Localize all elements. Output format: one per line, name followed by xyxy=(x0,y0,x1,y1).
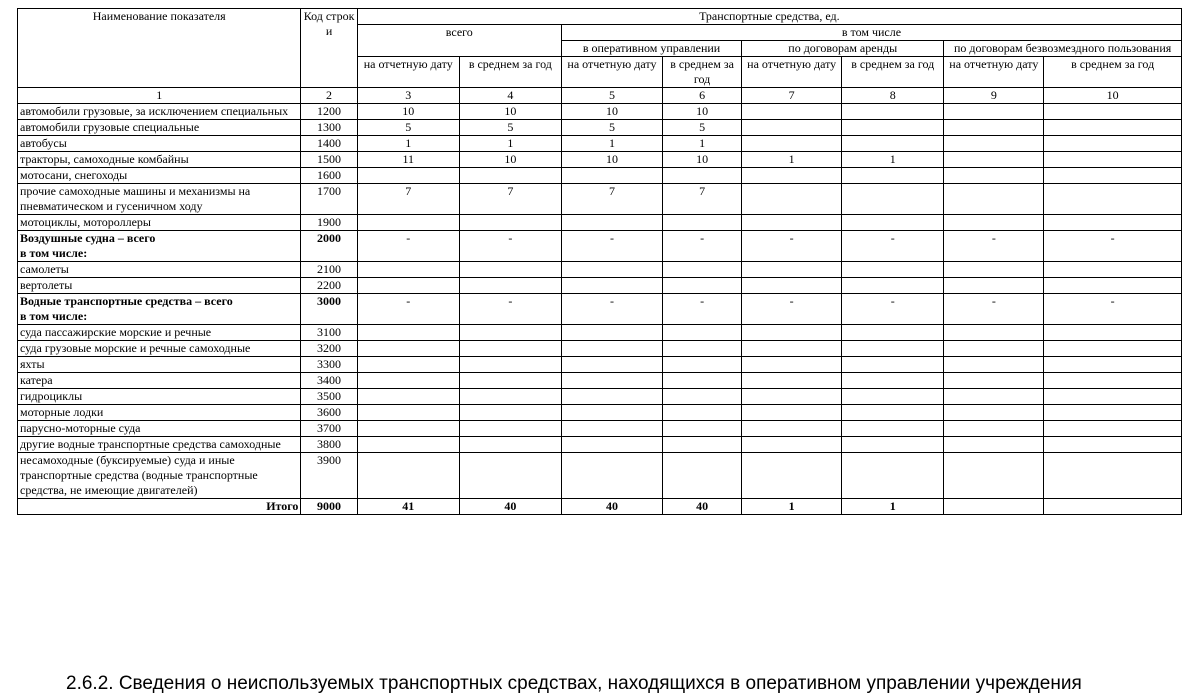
row-value xyxy=(662,357,741,373)
row-value xyxy=(1044,120,1182,136)
row-value xyxy=(742,421,842,437)
row-value: 10 xyxy=(357,104,459,120)
row-value: 10 xyxy=(561,152,662,168)
row-subtitle: в том числе: xyxy=(20,309,88,323)
row-value xyxy=(459,215,561,231)
row-value xyxy=(459,437,561,453)
table-row xyxy=(18,104,1182,120)
row-value xyxy=(662,421,741,437)
row-value xyxy=(842,104,944,120)
row-value: - xyxy=(742,294,842,325)
row-value xyxy=(1044,152,1182,168)
row-value xyxy=(742,136,842,152)
row-value xyxy=(561,215,662,231)
row-value xyxy=(1044,421,1182,437)
row-value xyxy=(944,325,1044,341)
total-value: 1 xyxy=(742,499,842,515)
header-transport: Транспортные средства, ед. xyxy=(357,9,1181,25)
row-value xyxy=(357,215,459,231)
row-subtitle: в том числе: xyxy=(20,246,88,260)
row-name xyxy=(18,262,301,278)
row-value xyxy=(561,437,662,453)
row-value: - xyxy=(357,294,459,325)
row-value xyxy=(561,357,662,373)
row-value xyxy=(561,421,662,437)
row-name-text: другие водные транспортные средства самоходные xyxy=(20,437,281,451)
row-value: - xyxy=(742,231,842,262)
row-value xyxy=(1044,437,1182,453)
row-value xyxy=(561,168,662,184)
row-name xyxy=(18,405,301,421)
row-value xyxy=(357,453,459,499)
row-name-text: вертолеты xyxy=(20,278,73,292)
row-value xyxy=(1044,184,1182,215)
header-operational: в оперативном управлении xyxy=(561,41,741,57)
row-value xyxy=(357,325,459,341)
row-name xyxy=(18,373,301,389)
row-name xyxy=(18,136,301,152)
row-value xyxy=(357,373,459,389)
column-number: 7 xyxy=(742,88,842,104)
column-number: 9 xyxy=(944,88,1044,104)
row-value xyxy=(662,168,741,184)
row-value xyxy=(742,389,842,405)
row-value xyxy=(1044,357,1182,373)
row-value xyxy=(742,357,842,373)
row-name-text: автомобили грузовые, за исключением специальных xyxy=(20,104,289,118)
column-number: 2 xyxy=(301,88,357,104)
row-value xyxy=(662,325,741,341)
row-name xyxy=(18,357,301,373)
row-value xyxy=(357,405,459,421)
row-name xyxy=(18,104,301,120)
row-value xyxy=(742,278,842,294)
row-value xyxy=(662,437,741,453)
row-value xyxy=(842,341,944,357)
table-row xyxy=(18,453,1182,499)
header-code-col: Код строк и xyxy=(301,9,357,88)
row-name xyxy=(18,341,301,357)
row-value xyxy=(842,215,944,231)
row-value: - xyxy=(842,294,944,325)
row-value xyxy=(842,184,944,215)
row-value xyxy=(944,389,1044,405)
row-value xyxy=(459,262,561,278)
row-code: 1400 xyxy=(301,136,357,152)
row-value xyxy=(459,421,561,437)
header-lease: по договорам аренды xyxy=(742,41,944,57)
table-row xyxy=(18,341,1182,357)
row-code: 2100 xyxy=(301,262,357,278)
row-value xyxy=(1044,262,1182,278)
total-value: 41 xyxy=(357,499,459,515)
table-row xyxy=(18,231,1182,262)
total-value: 40 xyxy=(459,499,561,515)
header-col10: в среднем за год xyxy=(1044,57,1182,88)
row-value: - xyxy=(459,294,561,325)
column-number: 1 xyxy=(18,88,301,104)
row-value xyxy=(1044,341,1182,357)
row-value xyxy=(1044,104,1182,120)
row-value xyxy=(742,405,842,421)
row-value: 7 xyxy=(459,184,561,215)
row-code: 3400 xyxy=(301,373,357,389)
row-value xyxy=(1044,168,1182,184)
row-value xyxy=(357,341,459,357)
row-code: 3500 xyxy=(301,389,357,405)
row-value xyxy=(1044,215,1182,231)
row-value xyxy=(944,262,1044,278)
header-col3: на отчетную дату xyxy=(357,57,459,88)
row-value xyxy=(459,389,561,405)
row-value xyxy=(742,437,842,453)
row-value: 1 xyxy=(357,136,459,152)
row-value xyxy=(842,168,944,184)
row-value: - xyxy=(459,231,561,262)
row-value xyxy=(662,215,741,231)
row-value xyxy=(561,389,662,405)
total-value: 40 xyxy=(561,499,662,515)
row-value xyxy=(561,453,662,499)
row-name-text: автобусы xyxy=(20,136,67,150)
row-value: - xyxy=(662,294,741,325)
table-row xyxy=(18,168,1182,184)
row-code: 1600 xyxy=(301,168,357,184)
header-col7: на отчетную дату xyxy=(742,57,842,88)
row-value: - xyxy=(944,294,1044,325)
row-value xyxy=(742,262,842,278)
row-code: 2200 xyxy=(301,278,357,294)
header-col5: на отчетную дату xyxy=(561,57,662,88)
row-value xyxy=(944,341,1044,357)
row-value xyxy=(842,373,944,389)
column-number: 5 xyxy=(561,88,662,104)
row-value: - xyxy=(1044,231,1182,262)
row-value xyxy=(842,120,944,136)
row-value xyxy=(357,421,459,437)
row-value xyxy=(1044,373,1182,389)
row-value xyxy=(842,421,944,437)
column-number: 3 xyxy=(357,88,459,104)
row-name-text: мотосани, снегоходы xyxy=(20,168,128,182)
row-value: 5 xyxy=(357,120,459,136)
row-value: 1 xyxy=(561,136,662,152)
row-name-text: яхты xyxy=(20,357,45,371)
row-code: 1200 xyxy=(301,104,357,120)
row-value: 11 xyxy=(357,152,459,168)
header-free-use: по договорам безвозмездного пользования xyxy=(944,41,1182,57)
row-value xyxy=(742,215,842,231)
table-row xyxy=(18,215,1182,231)
header-including: в том числе xyxy=(561,25,1181,41)
row-value xyxy=(742,325,842,341)
table-row xyxy=(18,136,1182,152)
row-name-text: тракторы, самоходные комбайны xyxy=(20,152,189,166)
row-name-text: Воздушные судна – всего xyxy=(20,231,156,245)
row-name xyxy=(18,152,301,168)
row-name xyxy=(18,168,301,184)
column-numbers-row xyxy=(18,88,1182,104)
row-value xyxy=(842,357,944,373)
row-name xyxy=(18,120,301,136)
row-name xyxy=(18,184,301,215)
table-row xyxy=(18,325,1182,341)
row-code: 3000 xyxy=(301,294,357,325)
row-value xyxy=(842,136,944,152)
table-row xyxy=(18,357,1182,373)
row-value xyxy=(944,152,1044,168)
row-value: 10 xyxy=(662,152,741,168)
column-number: 6 xyxy=(662,88,741,104)
row-value xyxy=(842,325,944,341)
row-value xyxy=(459,325,561,341)
row-value xyxy=(944,168,1044,184)
row-code: 3900 xyxy=(301,453,357,499)
header-col4: в среднем за год xyxy=(459,57,561,88)
row-name-text: суда грузовые морские и речные самоходные xyxy=(20,341,251,355)
row-value xyxy=(459,341,561,357)
row-name xyxy=(18,453,301,499)
row-name-text: Водные транспортные средства – всего xyxy=(20,294,233,308)
table-row xyxy=(18,373,1182,389)
total-row xyxy=(18,499,1182,515)
row-value xyxy=(459,357,561,373)
row-value: - xyxy=(561,231,662,262)
total-code: 9000 xyxy=(301,499,357,515)
total-value xyxy=(944,499,1044,515)
row-value: 10 xyxy=(561,104,662,120)
row-value xyxy=(944,184,1044,215)
row-value: 10 xyxy=(459,104,561,120)
table-row xyxy=(18,184,1182,215)
row-value xyxy=(1044,405,1182,421)
row-value xyxy=(561,325,662,341)
row-value xyxy=(944,136,1044,152)
row-value xyxy=(459,453,561,499)
row-value xyxy=(944,215,1044,231)
row-value xyxy=(842,437,944,453)
row-value xyxy=(459,405,561,421)
row-value xyxy=(1044,389,1182,405)
row-value xyxy=(842,389,944,405)
row-value xyxy=(842,453,944,499)
row-value xyxy=(357,278,459,294)
row-value: 1 xyxy=(459,136,561,152)
row-value xyxy=(662,341,741,357)
row-value xyxy=(662,262,741,278)
row-value: 1 xyxy=(742,152,842,168)
row-value xyxy=(561,278,662,294)
row-value xyxy=(662,278,741,294)
table-row xyxy=(18,152,1182,168)
row-value: - xyxy=(357,231,459,262)
header-col9: на отчетную дату xyxy=(944,57,1044,88)
total-value: 40 xyxy=(662,499,741,515)
row-value xyxy=(561,341,662,357)
row-value: 5 xyxy=(662,120,741,136)
row-name xyxy=(18,215,301,231)
row-value xyxy=(357,357,459,373)
row-value xyxy=(742,341,842,357)
row-value xyxy=(561,405,662,421)
row-value xyxy=(842,405,944,421)
section-caption: 2.6.2. Сведения о неиспользуемых транспортных средствах, находящихся в оперативном управлении учреждения xyxy=(66,673,1082,694)
row-value xyxy=(944,421,1044,437)
row-value xyxy=(944,120,1044,136)
row-name xyxy=(18,294,301,325)
row-value xyxy=(742,453,842,499)
row-value xyxy=(662,389,741,405)
row-value xyxy=(357,168,459,184)
row-value xyxy=(561,262,662,278)
row-value xyxy=(459,373,561,389)
row-value xyxy=(1044,136,1182,152)
column-number: 4 xyxy=(459,88,561,104)
row-name-text: катера xyxy=(20,373,53,387)
row-value: 1 xyxy=(842,152,944,168)
row-code: 2000 xyxy=(301,231,357,262)
row-value xyxy=(742,168,842,184)
row-code: 3600 xyxy=(301,405,357,421)
row-code: 3300 xyxy=(301,357,357,373)
row-name-text: моторные лодки xyxy=(20,405,104,419)
row-value xyxy=(842,278,944,294)
row-name xyxy=(18,278,301,294)
row-name-text: самолеты xyxy=(20,262,69,276)
row-value xyxy=(742,120,842,136)
row-code: 1500 xyxy=(301,152,357,168)
row-value: - xyxy=(1044,294,1182,325)
row-value xyxy=(944,405,1044,421)
row-value xyxy=(944,104,1044,120)
table-row xyxy=(18,421,1182,437)
total-label: Итого xyxy=(18,499,301,515)
row-value: - xyxy=(944,231,1044,262)
row-value xyxy=(1044,278,1182,294)
row-value xyxy=(842,262,944,278)
header-col6: в среднем за год xyxy=(662,57,741,88)
column-number: 10 xyxy=(1044,88,1182,104)
header-total: всего xyxy=(357,25,561,57)
row-name-text: мотоциклы, мотороллеры xyxy=(20,215,151,229)
column-number: 8 xyxy=(842,88,944,104)
row-value: 5 xyxy=(459,120,561,136)
row-code: 1900 xyxy=(301,215,357,231)
row-value xyxy=(561,373,662,389)
row-value: 5 xyxy=(561,120,662,136)
row-code: 3100 xyxy=(301,325,357,341)
row-value: 7 xyxy=(561,184,662,215)
row-code: 1300 xyxy=(301,120,357,136)
row-code: 1700 xyxy=(301,184,357,215)
row-name xyxy=(18,389,301,405)
row-value: - xyxy=(662,231,741,262)
row-value: 1 xyxy=(662,136,741,152)
row-value: - xyxy=(842,231,944,262)
row-value xyxy=(742,373,842,389)
row-value xyxy=(662,405,741,421)
header-name-col: Наименование показателя xyxy=(18,9,301,88)
row-code: 3800 xyxy=(301,437,357,453)
table-row xyxy=(18,294,1182,325)
table-row xyxy=(18,437,1182,453)
table-row xyxy=(18,405,1182,421)
row-value xyxy=(459,168,561,184)
row-value xyxy=(357,389,459,405)
row-value xyxy=(742,184,842,215)
total-value xyxy=(1044,499,1182,515)
row-value: 10 xyxy=(459,152,561,168)
row-value: 7 xyxy=(662,184,741,215)
row-value xyxy=(944,453,1044,499)
table-row xyxy=(18,120,1182,136)
row-name-text: несамоходные (буксируемые) суда и иные транспортные средства (водные транспортные средства, не имеющие двигателей) xyxy=(20,453,258,497)
header-col8: в среднем за год xyxy=(842,57,944,88)
row-name xyxy=(18,231,301,262)
row-value xyxy=(662,373,741,389)
row-name xyxy=(18,325,301,341)
row-name-text: суда пассажирские морские и речные xyxy=(20,325,212,339)
row-value xyxy=(1044,325,1182,341)
row-value xyxy=(944,373,1044,389)
row-value: 7 xyxy=(357,184,459,215)
table-row xyxy=(18,262,1182,278)
row-value xyxy=(742,104,842,120)
row-code: 3200 xyxy=(301,341,357,357)
row-value xyxy=(1044,453,1182,499)
row-value xyxy=(944,278,1044,294)
row-name-text: гидроциклы xyxy=(20,389,83,403)
total-value: 1 xyxy=(842,499,944,515)
row-value xyxy=(357,262,459,278)
row-value xyxy=(459,278,561,294)
transport-table xyxy=(17,8,1182,515)
row-value: 10 xyxy=(662,104,741,120)
row-name xyxy=(18,437,301,453)
row-value: - xyxy=(561,294,662,325)
row-name-text: прочие самоходные машины и механизмы на пневматическом и гусеничном ходу xyxy=(20,184,251,213)
row-value xyxy=(357,437,459,453)
row-code: 3700 xyxy=(301,421,357,437)
row-value xyxy=(944,437,1044,453)
table-row xyxy=(18,389,1182,405)
row-value xyxy=(944,357,1044,373)
row-name xyxy=(18,421,301,437)
row-name-text: парусно-моторные суда xyxy=(20,421,141,435)
row-name-text: автомобили грузовые специальные xyxy=(20,120,200,134)
table-row xyxy=(18,278,1182,294)
row-value xyxy=(662,453,741,499)
